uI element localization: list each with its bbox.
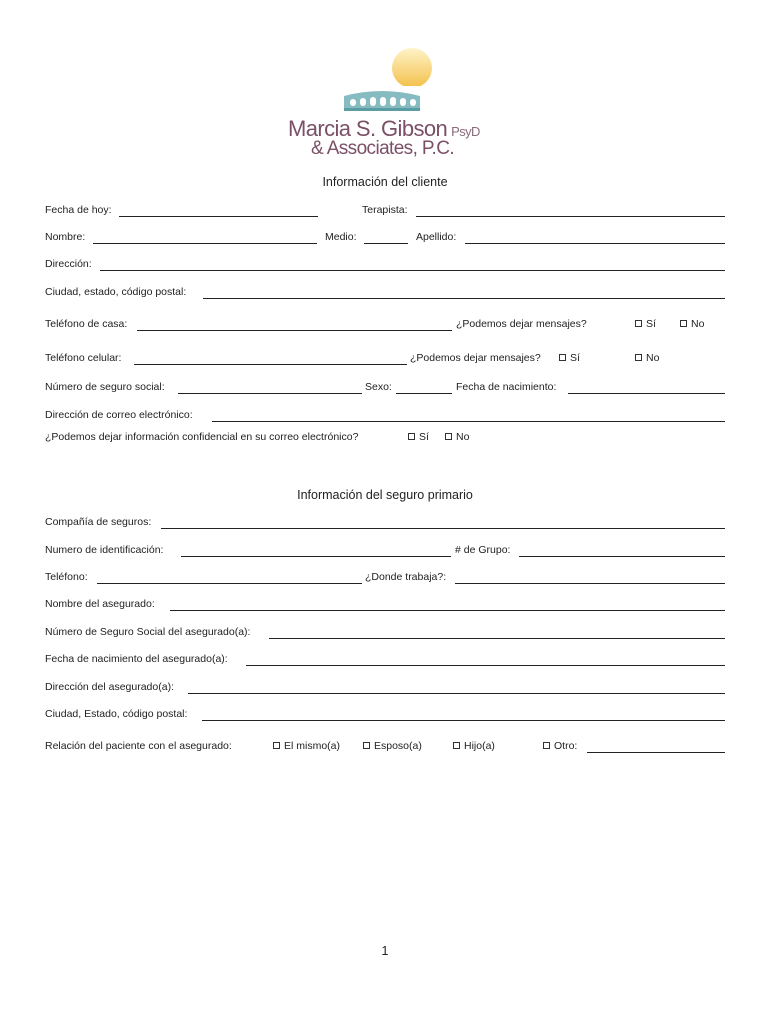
nombre-asegurado-field[interactable] xyxy=(170,610,725,611)
fecha-nacimiento-field[interactable] xyxy=(568,393,725,394)
row-nombre-asegurado xyxy=(45,598,725,614)
mensajes-celular-label: ¿Podemos dejar mensajes? xyxy=(410,352,541,364)
confidencial-label: ¿Podemos dejar información confidencial en su correo electrónico? xyxy=(45,431,359,443)
row-telefono-celular xyxy=(45,352,725,368)
row-correo xyxy=(45,409,725,425)
no-label: No xyxy=(691,318,705,330)
sexo-field[interactable] xyxy=(396,393,452,394)
row-ciudad-asegurado xyxy=(45,708,725,724)
mensajes-celular-si[interactable] xyxy=(559,352,580,364)
nacimiento-asegurado-field[interactable] xyxy=(246,665,725,666)
checkbox-icon[interactable] xyxy=(543,742,550,749)
nombre-field[interactable] xyxy=(93,243,317,244)
mensajes-casa-no[interactable] xyxy=(680,318,704,330)
no-label: No xyxy=(646,352,660,364)
direccion-field[interactable] xyxy=(100,270,725,271)
identificacion-label: Numero de identificación: xyxy=(45,544,164,556)
checkbox-icon[interactable] xyxy=(635,320,642,327)
ss-asegurado-field[interactable] xyxy=(269,638,725,639)
checkbox-icon[interactable] xyxy=(453,742,460,749)
row-relacion xyxy=(45,740,725,756)
row-seguro-social xyxy=(45,381,725,397)
brand-psyd: PsyD xyxy=(451,124,480,139)
mensajes-casa-si[interactable] xyxy=(635,318,656,330)
ciudad-asegurado-label: Ciudad, Estado, código postal: xyxy=(45,708,188,720)
relacion-hijo[interactable] xyxy=(453,740,495,752)
fecha-hoy-label: Fecha de hoy: xyxy=(45,204,112,216)
relacion-label: Relación del paciente con el asegurado: xyxy=(45,740,232,752)
confidencial-si[interactable] xyxy=(408,431,429,443)
direccion-asegurado-label: Dirección del asegurado(a): xyxy=(45,681,174,693)
telefono-celular-label: Teléfono celular: xyxy=(45,352,122,364)
fecha-nacimiento-label: Fecha de nacimiento: xyxy=(456,381,557,393)
apellido-field[interactable] xyxy=(465,243,725,244)
correo-field[interactable] xyxy=(212,421,725,422)
apellido-label: Apellido: xyxy=(416,231,457,243)
row-ciudad xyxy=(45,286,725,302)
identificacion-field[interactable] xyxy=(181,556,451,557)
checkbox-icon[interactable] xyxy=(363,742,370,749)
telefono-casa-field[interactable] xyxy=(137,330,452,331)
direccion-asegurado-field[interactable] xyxy=(188,693,725,694)
brand-subname: & Associates, P.C. xyxy=(311,138,455,159)
checkbox-icon[interactable] xyxy=(445,433,452,440)
nombre-asegurado-label: Nombre del asegurado: xyxy=(45,598,155,610)
si-label: Sí xyxy=(419,431,429,443)
direccion-label: Dirección: xyxy=(45,258,92,270)
checkbox-icon[interactable] xyxy=(635,354,642,361)
medio-field[interactable] xyxy=(364,243,408,244)
seguro-social-label: Número de seguro social: xyxy=(45,381,165,393)
si-label: Sí xyxy=(646,318,656,330)
checkbox-icon[interactable] xyxy=(559,354,566,361)
ciudad-field[interactable] xyxy=(203,298,725,299)
grupo-label: # de Grupo: xyxy=(455,544,511,556)
esposo-label: Esposo(a) xyxy=(374,740,422,752)
client-section-title: Información del cliente xyxy=(322,175,448,189)
row-direccion-asegurado xyxy=(45,681,725,697)
telefono-seguro-label: Teléfono: xyxy=(45,571,88,583)
no-label: No xyxy=(456,431,470,443)
nacimiento-asegurado-label: Fecha de nacimiento del asegurado(a): xyxy=(45,653,228,665)
el-mismo-label: El mismo(a) xyxy=(284,740,341,752)
insurance-section-title: Información del seguro primario xyxy=(297,488,473,502)
medio-label: Medio: xyxy=(325,231,357,243)
trabaja-label: ¿Donde trabaja?: xyxy=(365,571,447,583)
relacion-el-mismo[interactable] xyxy=(273,740,340,752)
confidencial-no[interactable] xyxy=(445,431,469,443)
grupo-field[interactable] xyxy=(519,556,725,557)
row-telefono-casa xyxy=(45,318,725,334)
row-nombre xyxy=(45,231,725,247)
row-telefono-seguro xyxy=(45,571,725,587)
compania-label: Compañía de seguros: xyxy=(45,516,152,528)
fecha-hoy-field[interactable] xyxy=(119,216,318,217)
trabaja-field[interactable] xyxy=(455,583,725,584)
terapista-field[interactable] xyxy=(416,216,725,217)
practice-logo xyxy=(0,0,770,165)
mensajes-casa-label: ¿Podemos dejar mensajes? xyxy=(456,318,587,330)
otro-label: Otro: xyxy=(554,740,578,752)
row-ss-asegurado xyxy=(45,626,725,642)
hijo-label: Hijo(a) xyxy=(464,740,495,752)
row-direccion xyxy=(45,258,725,274)
telefono-celular-field[interactable] xyxy=(134,364,407,365)
checkbox-icon[interactable] xyxy=(680,320,687,327)
checkbox-icon[interactable] xyxy=(273,742,280,749)
relacion-otro[interactable] xyxy=(543,740,577,752)
row-nacimiento-asegurado xyxy=(45,653,725,669)
terapista-label: Terapista: xyxy=(362,204,408,216)
telefono-seguro-field[interactable] xyxy=(97,583,362,584)
mensajes-celular-no[interactable] xyxy=(635,352,659,364)
ss-asegurado-label: Número de Seguro Social del asegurado(a): xyxy=(45,626,251,638)
row-identificacion xyxy=(45,544,725,560)
relacion-esposo[interactable] xyxy=(363,740,422,752)
compania-field[interactable] xyxy=(161,528,725,529)
brand-name-text: Marcia S. Gibson xyxy=(288,116,448,141)
telefono-casa-label: Teléfono de casa: xyxy=(45,318,128,330)
row-compania xyxy=(45,516,725,532)
ciudad-asegurado-field[interactable] xyxy=(202,720,725,721)
ciudad-label: Ciudad, estado, código postal: xyxy=(45,286,187,298)
nombre-label: Nombre: xyxy=(45,231,86,243)
page-number: 1 xyxy=(381,944,389,958)
correo-label: Dirección de correo electrónico: xyxy=(45,409,193,421)
checkbox-icon[interactable] xyxy=(408,433,415,440)
row-confidencial xyxy=(45,431,725,447)
si-label: Sí xyxy=(570,352,580,364)
otro-field[interactable] xyxy=(587,752,725,753)
sexo-label: Sexo: xyxy=(365,381,392,393)
sun-bridge-icon xyxy=(290,46,480,116)
row-fecha-terapista xyxy=(45,204,725,220)
seguro-social-field[interactable] xyxy=(178,393,362,394)
